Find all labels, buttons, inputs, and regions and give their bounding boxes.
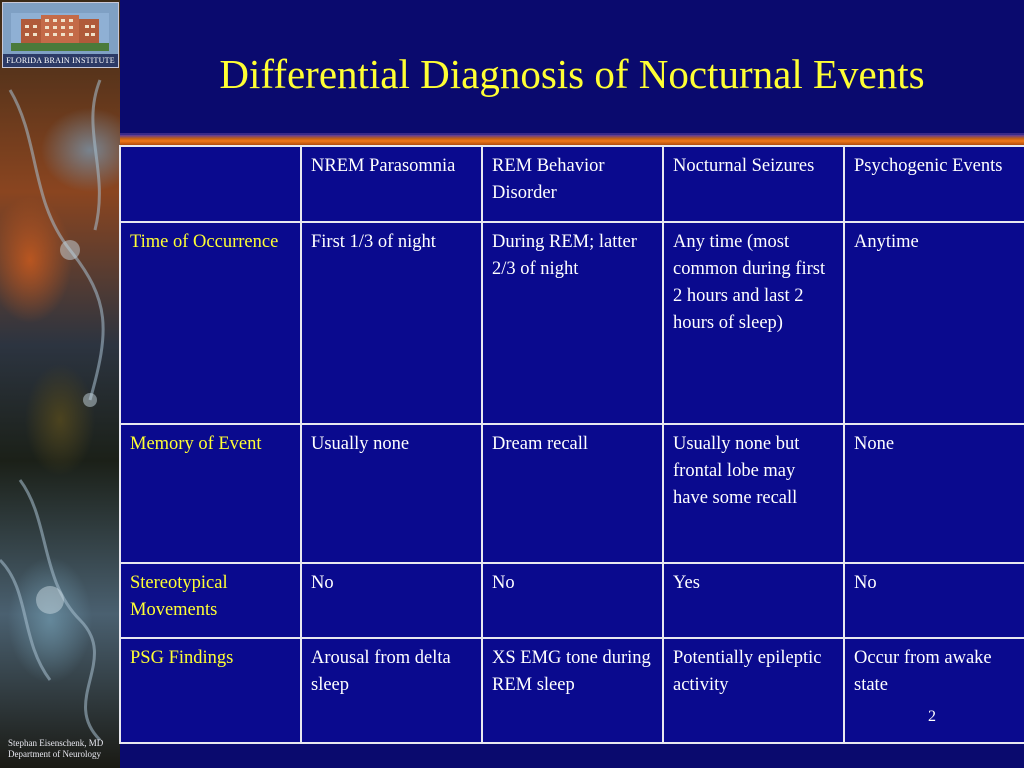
table-row	[120, 638, 1024, 743]
table-cell: Occur from awake state	[844, 638, 1024, 743]
table-header-row	[120, 146, 1024, 222]
decorative-sidebar	[0, 0, 120, 768]
table-row	[120, 563, 1024, 638]
table-cell: Yes	[663, 563, 844, 638]
author-name: Stephan Eisenschenk, MD	[8, 738, 104, 748]
table-cell: Potentially epileptic activity	[663, 638, 844, 743]
table-cell: XS EMG tone during REM sleep	[482, 638, 663, 743]
table-cell: First 1/3 of night	[301, 222, 482, 424]
table-cell: No	[301, 563, 482, 638]
department-name: Department of Neurology	[8, 749, 101, 759]
author-credit	[8, 738, 103, 760]
table-cell: Anytime	[844, 222, 1024, 424]
header-cell-nrem: NREM Parasomnia	[301, 146, 482, 222]
table-cell: Usually none	[301, 424, 482, 563]
slide-title: Differential Diagnosis of Nocturnal Events	[219, 51, 925, 97]
table-cell: No	[844, 563, 1024, 638]
logo-text: FLORIDA BRAIN INSTITUTE	[3, 54, 118, 67]
header-cell-seizures: Nocturnal Seizures	[663, 146, 844, 222]
table-row	[120, 424, 1024, 563]
title-divider	[120, 135, 1024, 145]
table-cell: Arousal from delta sleep	[301, 638, 482, 743]
row-label: Memory of Event	[120, 424, 301, 563]
neuron-art-icon	[0, 0, 120, 768]
table-cell: During REM; latter 2/3 of night	[482, 222, 663, 424]
table-cell: Usually none but frontal lobe may have some recall	[663, 424, 844, 563]
page-number: 2	[928, 708, 936, 725]
header-cell-psychogenic: Psychogenic Events	[844, 146, 1024, 222]
header-cell-rbd: REM Behavior Disorder	[482, 146, 663, 222]
header-cell-empty	[120, 146, 301, 222]
table-row	[120, 222, 1024, 424]
table-cell: Any time (most common during first 2 hours and last 2 hours of sleep)	[663, 222, 844, 424]
row-label: PSG Findings	[120, 638, 301, 743]
row-label: Time of Occurrence	[120, 222, 301, 424]
table-cell: None	[844, 424, 1024, 563]
table-cell: No	[482, 563, 663, 638]
diagnosis-table	[119, 145, 1024, 744]
table-cell: Dream recall	[482, 424, 663, 563]
row-label: Stereotypical Movements	[120, 563, 301, 638]
